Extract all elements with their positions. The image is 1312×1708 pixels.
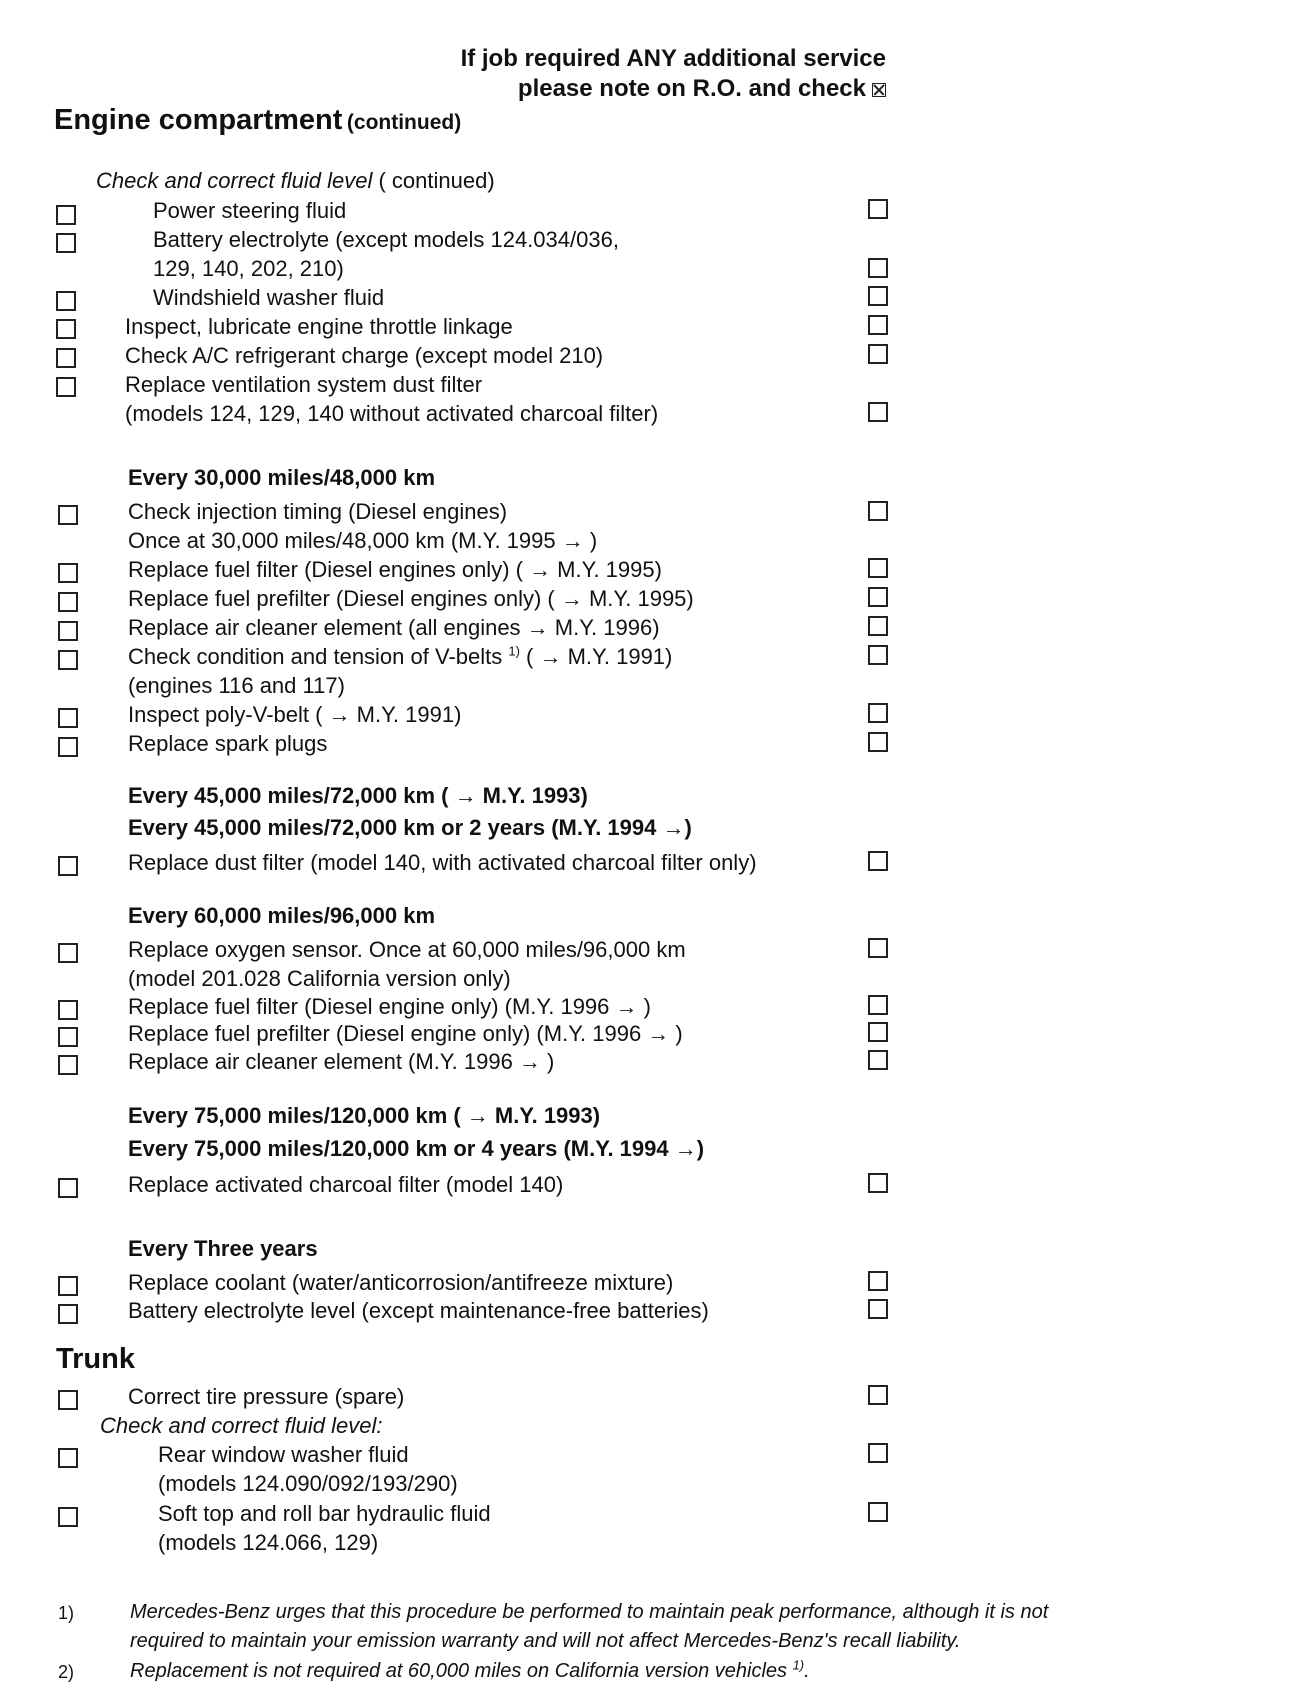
item-label-continued: (model 201.028 California version only) (128, 966, 511, 991)
checkbox-left[interactable] (58, 1178, 78, 1198)
item-label: Windshield washer fluid (153, 285, 385, 310)
checkbox-right[interactable] (868, 645, 888, 665)
checked-box-icon (872, 83, 886, 97)
interval-heading: Every 75,000 miles/120,000 km or 4 years (M.Y. 1994 →) (128, 1136, 705, 1161)
interval-heading: Every 30,000 miles/48,000 km (128, 465, 436, 490)
item-label: Replace activated charcoal filter (model 140) (128, 1172, 564, 1197)
checkbox-right[interactable] (868, 1385, 888, 1405)
checkbox-left[interactable] (58, 1055, 78, 1075)
checkbox-left[interactable] (58, 1448, 78, 1468)
checkbox-left[interactable] (58, 1027, 78, 1047)
checkbox-right[interactable] (868, 199, 888, 219)
footnote-number: 2) (58, 1662, 75, 1682)
item-label-continued: (engines 116 and 117) (128, 673, 345, 698)
interval-heading: Every 60,000 miles/96,000 km (128, 903, 436, 928)
footnote-ref: 1) (508, 643, 520, 659)
checkbox-right[interactable] (868, 1173, 888, 1193)
checkbox-left[interactable] (56, 319, 76, 339)
checkbox-right[interactable] (868, 1271, 888, 1291)
checkbox-right[interactable] (868, 402, 888, 422)
footnote-text-continued: required to maintain your emission warranty and will not affect Mercedes-Benz's recall liability. (130, 1630, 961, 1652)
checkbox-right[interactable] (868, 616, 888, 636)
additional-service-line1: If job required ANY additional service (460, 45, 886, 72)
checkbox-right[interactable] (868, 501, 888, 521)
footnote-number: 1) (58, 1603, 75, 1623)
checkbox-left[interactable] (58, 943, 78, 963)
item-label: Replace fuel prefilter (Diesel engine only) (M.Y. 1996 → ) (128, 1021, 683, 1046)
footnote-text: Replacement is not required at 60,000 miles on California version vehicles $^{1)}$. (130, 1657, 810, 1682)
additional-service-note (461, 44, 886, 104)
checkbox-right[interactable] (868, 258, 888, 278)
item-label-continued: (models 124, 129, 140 without activated charcoal filter) (125, 401, 659, 426)
checkbox-left[interactable] (58, 563, 78, 583)
item-label: Check injection timing (Diesel engines) (128, 499, 508, 524)
checkbox-right[interactable] (868, 1502, 888, 1522)
item-label-continued: 129, 140, 202, 210) (153, 256, 344, 281)
item-label: Battery electrolyte (except models 124.034/036, (153, 227, 619, 252)
item-label-continued: (models 124.090/092/193/290) (158, 1471, 458, 1496)
item-label: Replace oxygen sensor. Once at 60,000 miles/96,000 km (128, 937, 686, 962)
checkbox-left[interactable] (58, 856, 78, 876)
checkbox-left[interactable] (58, 650, 78, 670)
trunk-fluid-subheading: Check and correct fluid level: (100, 1413, 383, 1438)
interval-heading: Every Three years (128, 1236, 318, 1261)
checkbox-left[interactable] (56, 348, 76, 368)
item-label: Replace fuel filter (Diesel engine only) (M.Y. 1996 → ) (128, 994, 651, 1019)
checkbox-right[interactable] (868, 344, 888, 364)
checkbox-left[interactable] (56, 291, 76, 311)
item-label: Check A/C refrigerant charge (except model 210) (125, 343, 604, 368)
item-label: Inspect poly-V-belt ( → M.Y. 1991) (128, 702, 462, 727)
footnote-text: Mercedes-Benz urges that this procedure be performed to maintain peak performance, although it is not (130, 1601, 1049, 1623)
item-label-continued: (models 124.066, 129) (158, 1530, 379, 1555)
checkbox-left[interactable] (58, 1276, 78, 1296)
item-label: Replace dust filter (model 140, with activated charcoal filter only) (128, 850, 757, 875)
checkbox-right[interactable] (868, 938, 888, 958)
checkbox-left[interactable] (58, 1507, 78, 1527)
checkbox-right[interactable] (868, 703, 888, 723)
additional-service-line2: please note on R.O. and check (461, 74, 886, 104)
checkbox-left[interactable] (58, 1304, 78, 1324)
item-label: Replace spark plugs (128, 731, 328, 756)
checkbox-left[interactable] (56, 205, 76, 225)
checkbox-right[interactable] (868, 286, 888, 306)
section-title-engine-compartment: Engine compartment (continued) (54, 104, 462, 136)
checkbox-left[interactable] (58, 1000, 78, 1020)
checkbox-right[interactable] (868, 851, 888, 871)
checkbox-right[interactable] (868, 1022, 888, 1042)
interval-heading: Every 45,000 miles/72,000 km ( → M.Y. 1993) (128, 783, 588, 808)
item-label: Battery electrolyte level (except maintenance-free batteries) (128, 1298, 709, 1323)
item-label: Check condition and tension of V-belts $^{1)}$ ( → M.Y. 1991) (128, 643, 673, 669)
checkbox-left[interactable] (58, 737, 78, 757)
checkbox-right[interactable] (868, 995, 888, 1015)
checkbox-left[interactable] (56, 233, 76, 253)
item-label: Correct tire pressure (spare) (128, 1384, 405, 1409)
checkbox-left[interactable] (58, 505, 78, 525)
item-label: Replace air cleaner element (all engines → M.Y. 1996) (128, 615, 660, 640)
checkbox-right[interactable] (868, 558, 888, 578)
section-title-trunk: Trunk (56, 1343, 135, 1375)
item-label: Replace fuel prefilter (Diesel engines only) ( → M.Y. 1995) (128, 586, 694, 611)
checkbox-right[interactable] (868, 1299, 888, 1319)
item-label: Replace ventilation system dust filter (125, 372, 483, 397)
item-label: Rear window washer fluid (158, 1442, 409, 1467)
checkbox-left[interactable] (58, 708, 78, 728)
item-label: Replace coolant (water/anticorrosion/antifreeze mixture) (128, 1270, 674, 1295)
item-label: Inspect, lubricate engine throttle linkage (125, 314, 513, 339)
footnote-ref: 1) (792, 1657, 805, 1673)
interval-heading: Every 75,000 miles/120,000 km ( → M.Y. 1993) (128, 1103, 601, 1128)
item-label-continued: Once at 30,000 miles/48,000 km (M.Y. 1995 → ) (128, 528, 598, 553)
checkbox-right[interactable] (868, 732, 888, 752)
checkbox-left[interactable] (56, 377, 76, 397)
checkbox-right[interactable] (868, 1443, 888, 1463)
checkbox-right[interactable] (868, 587, 888, 607)
item-label: Replace air cleaner element (M.Y. 1996 → ) (128, 1049, 555, 1074)
checkbox-right[interactable] (868, 315, 888, 335)
checkbox-left[interactable] (58, 621, 78, 641)
item-label: Replace fuel filter (Diesel engines only) ( → M.Y. 1995) (128, 557, 662, 582)
fluid-level-subheading: Check and correct fluid level ( continued) (96, 168, 495, 193)
item-label: Power steering fluid (153, 198, 347, 223)
item-label: Soft top and roll bar hydraulic fluid (158, 1501, 491, 1526)
checkbox-left[interactable] (58, 1390, 78, 1410)
interval-heading: Every 45,000 miles/72,000 km or 2 years (M.Y. 1994 →) (128, 815, 692, 840)
checkbox-right[interactable] (868, 1050, 888, 1070)
checkbox-left[interactable] (58, 592, 78, 612)
